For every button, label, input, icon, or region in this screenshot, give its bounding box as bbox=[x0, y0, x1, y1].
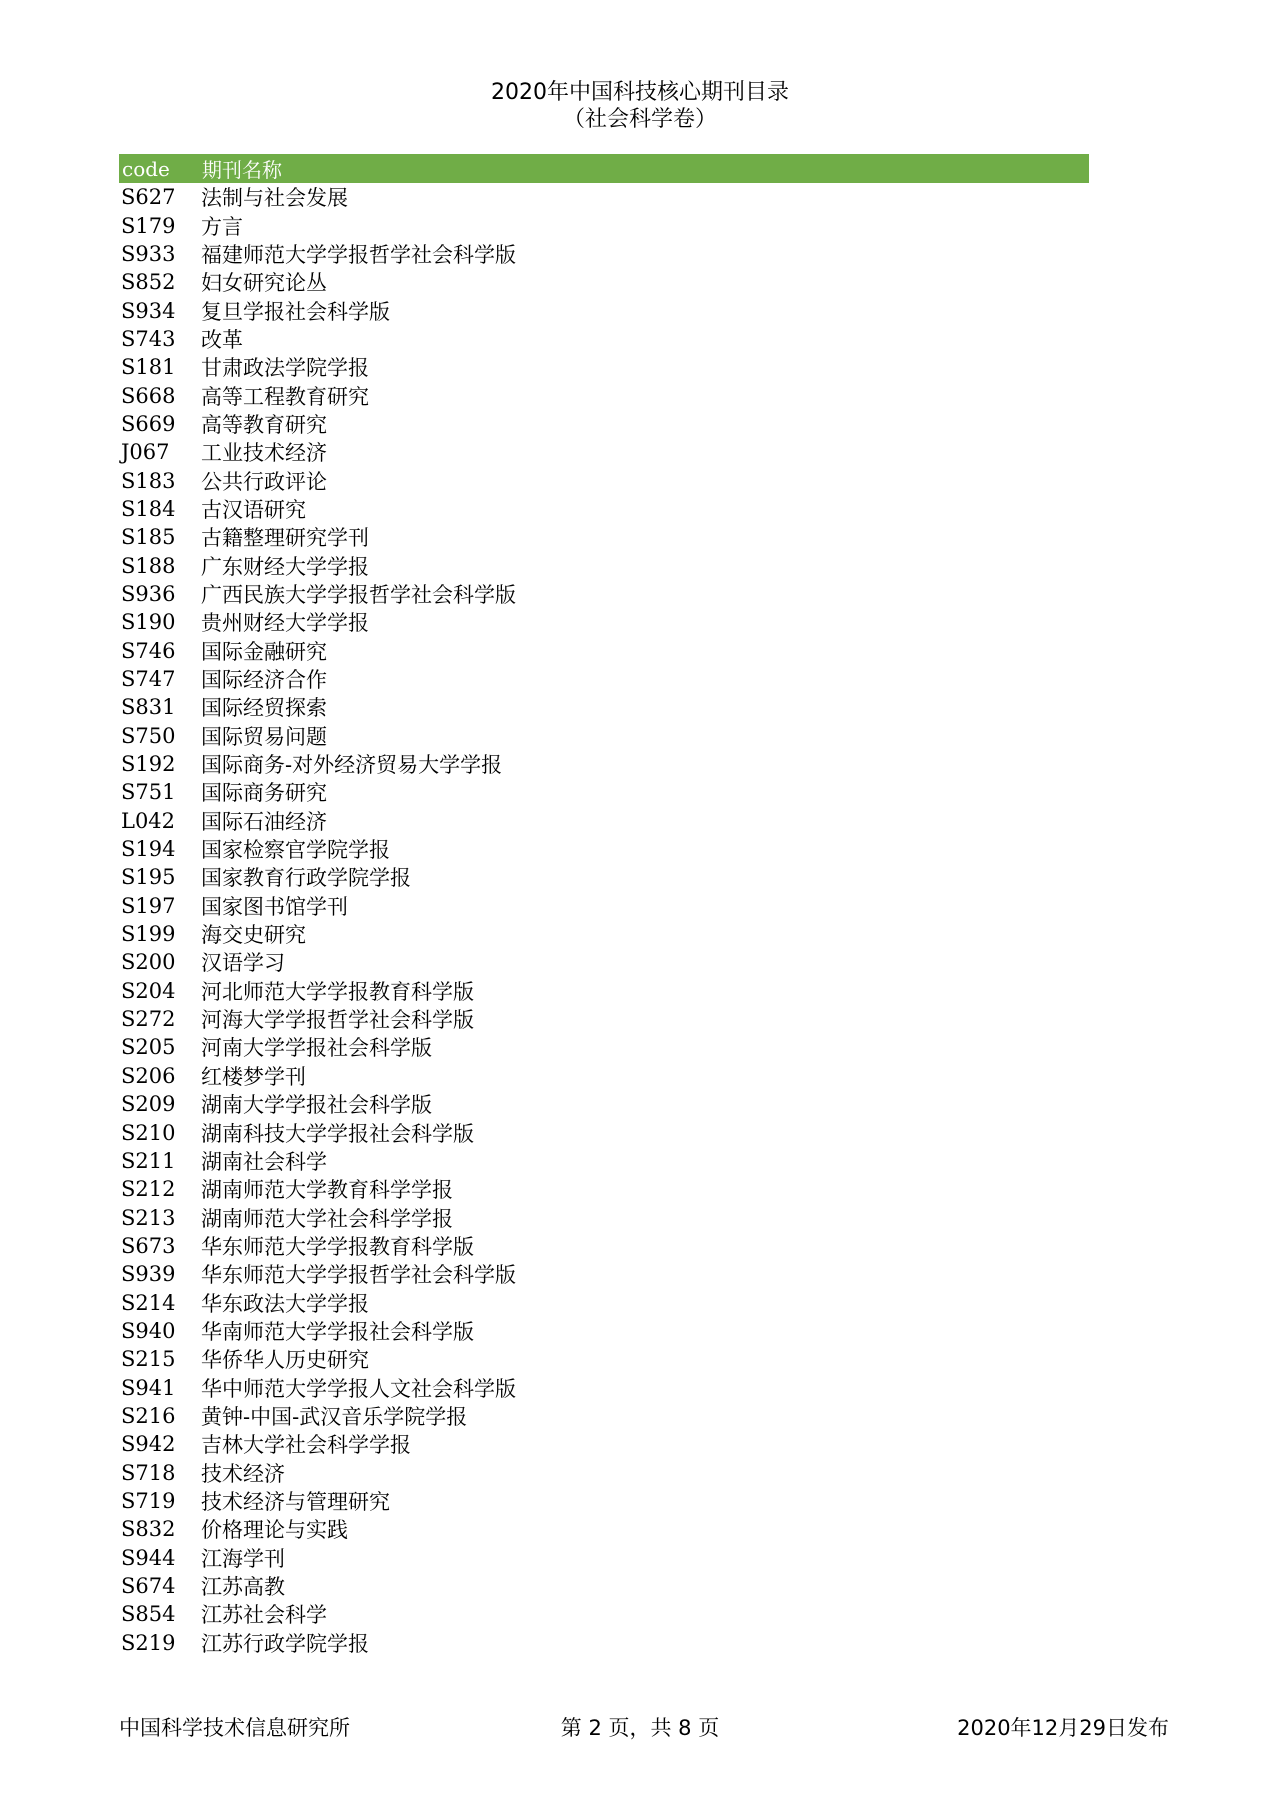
journal-code: S195 bbox=[121, 865, 176, 890]
journal-name: 价格理论与实践 bbox=[201, 1518, 348, 1543]
journal-name: 汉语学习 bbox=[201, 951, 285, 976]
journal-code: S200 bbox=[121, 950, 176, 975]
table-row bbox=[119, 438, 1089, 466]
journal-code: S831 bbox=[121, 695, 176, 720]
table-row bbox=[119, 1487, 1089, 1515]
journal-name: 江海学刊 bbox=[201, 1546, 285, 1571]
table-row bbox=[119, 1005, 1089, 1033]
table-row bbox=[119, 1600, 1089, 1628]
journal-name: 华侨华人历史研究 bbox=[201, 1348, 369, 1373]
journal-name: 河海大学学报哲学社会科学版 bbox=[201, 1008, 474, 1033]
journal-name: 江苏社会科学 bbox=[201, 1603, 327, 1628]
table-row bbox=[119, 1515, 1089, 1543]
journal-name: 黄钟-中国-武汉音乐学院学报 bbox=[201, 1404, 468, 1429]
journal-name: 公共行政评论 bbox=[201, 469, 327, 494]
table-row bbox=[119, 523, 1089, 551]
journal-name: 湖南师范大学教育科学学报 bbox=[201, 1178, 453, 1203]
table-row bbox=[119, 1203, 1089, 1231]
journal-code: S747 bbox=[121, 667, 176, 692]
journal-name: 国家教育行政学院学报 bbox=[201, 866, 411, 891]
journal-name: 华东师范大学学报教育科学版 bbox=[201, 1234, 474, 1259]
table-row bbox=[119, 381, 1089, 409]
table-row bbox=[119, 1062, 1089, 1090]
table-row bbox=[119, 722, 1089, 750]
journal-name: 贵州财经大学学报 bbox=[201, 611, 369, 636]
journal-code: S199 bbox=[121, 922, 176, 947]
page-title: 2020年中国科技核心期刊目录 bbox=[491, 80, 789, 105]
journal-code: S832 bbox=[121, 1517, 176, 1542]
table-row bbox=[119, 1260, 1089, 1288]
journal-code: J067 bbox=[121, 440, 170, 465]
journal-code: S216 bbox=[121, 1403, 176, 1428]
journal-name: 国家图书馆学刊 bbox=[201, 894, 348, 919]
journal-name: 国际贸易问题 bbox=[201, 724, 327, 749]
journal-code: S204 bbox=[121, 978, 176, 1003]
table-row bbox=[119, 637, 1089, 665]
journal-name: 工业技术经济 bbox=[201, 441, 327, 466]
page-subtitle: （社会科学卷） bbox=[562, 107, 717, 132]
table-row bbox=[119, 608, 1089, 636]
journal-code: S188 bbox=[121, 553, 176, 578]
journal-code: S942 bbox=[121, 1432, 176, 1457]
journal-name: 红楼梦学刊 bbox=[201, 1064, 306, 1089]
journal-code: S944 bbox=[121, 1545, 176, 1570]
journal-name: 吉林大学社会科学学报 bbox=[201, 1433, 411, 1458]
table-row bbox=[119, 1458, 1089, 1486]
journal-name: 江苏行政学院学报 bbox=[201, 1631, 369, 1656]
journal-code: S213 bbox=[121, 1205, 176, 1230]
journal-name: 河南大学学报社会科学版 bbox=[201, 1036, 432, 1061]
journal-code: S936 bbox=[121, 581, 176, 606]
table-row bbox=[119, 863, 1089, 891]
journal-name: 高等教育研究 bbox=[201, 412, 327, 437]
column-header-name: 期刊名称 bbox=[202, 158, 282, 182]
journal-name: 华东师范大学学报哲学社会科学版 bbox=[201, 1263, 516, 1288]
journal-name: 技术经济 bbox=[201, 1461, 285, 1486]
journal-code: S669 bbox=[121, 411, 176, 436]
journal-name: 国际商务研究 bbox=[201, 781, 327, 806]
journal-name: 广西民族大学学报哲学社会科学版 bbox=[201, 582, 516, 607]
journal-code: S852 bbox=[121, 270, 176, 295]
journal-name: 方言 bbox=[201, 214, 243, 239]
table-row bbox=[119, 920, 1089, 948]
journal-code: S933 bbox=[121, 241, 176, 266]
journal-code: S743 bbox=[121, 326, 176, 351]
journal-name: 法制与社会发展 bbox=[201, 186, 348, 211]
table-row bbox=[119, 240, 1089, 268]
journal-table bbox=[119, 154, 1089, 1657]
journal-code: S211 bbox=[121, 1148, 176, 1173]
table-header-row bbox=[119, 154, 1089, 183]
table-row bbox=[119, 1629, 1089, 1657]
journal-name: 妇女研究论丛 bbox=[201, 271, 327, 296]
table-row bbox=[119, 1572, 1089, 1600]
journal-code: S674 bbox=[121, 1574, 176, 1599]
journal-name: 湖南社会科学 bbox=[201, 1149, 327, 1174]
journal-code: S941 bbox=[121, 1375, 176, 1400]
footer-organization: 中国科学技术信息研究所 bbox=[119, 1716, 350, 1740]
table-row bbox=[119, 1430, 1089, 1458]
journal-code: S746 bbox=[121, 638, 176, 663]
journal-code: S718 bbox=[121, 1460, 176, 1485]
journal-code: S750 bbox=[121, 723, 176, 748]
journal-name: 国际商务-对外经济贸易大学学报 bbox=[201, 753, 503, 778]
journal-name: 福建师范大学学报哲学社会科学版 bbox=[201, 242, 516, 267]
journal-name: 华南师范大学学报社会科学版 bbox=[201, 1319, 474, 1344]
journal-code: S205 bbox=[121, 1035, 176, 1060]
footer-publish-date: 2020年12月29日发布 bbox=[957, 1716, 1169, 1740]
journal-code: S185 bbox=[121, 525, 176, 550]
journal-code: S719 bbox=[121, 1488, 176, 1513]
journal-name: 国际经贸探索 bbox=[201, 696, 327, 721]
journal-code: S194 bbox=[121, 837, 176, 862]
journal-code: S197 bbox=[121, 893, 176, 918]
journal-code: S940 bbox=[121, 1318, 176, 1343]
table-row bbox=[119, 268, 1089, 296]
table-row bbox=[119, 1147, 1089, 1175]
journal-name: 江苏高教 bbox=[201, 1575, 285, 1600]
table-row bbox=[119, 835, 1089, 863]
journal-code: S751 bbox=[121, 780, 176, 805]
journal-code: S206 bbox=[121, 1063, 176, 1088]
table-row bbox=[119, 1118, 1089, 1146]
journal-code: S179 bbox=[121, 213, 176, 238]
column-header-code: code bbox=[122, 156, 170, 181]
table-row bbox=[119, 1232, 1089, 1260]
journal-code: S668 bbox=[121, 383, 176, 408]
table-row bbox=[119, 1402, 1089, 1430]
journal-name: 海交史研究 bbox=[201, 923, 306, 948]
journal-code: S192 bbox=[121, 752, 176, 777]
journal-name: 国际石油经济 bbox=[201, 809, 327, 834]
table-row bbox=[119, 353, 1089, 381]
journal-name: 湖南师范大学社会科学学报 bbox=[201, 1206, 453, 1231]
table-row bbox=[119, 977, 1089, 1005]
table-row bbox=[119, 551, 1089, 579]
table-row bbox=[119, 495, 1089, 523]
table-row bbox=[119, 580, 1089, 608]
journal-name: 国际金融研究 bbox=[201, 639, 327, 664]
table-row bbox=[119, 211, 1089, 239]
journal-name: 国家检察官学院学报 bbox=[201, 838, 390, 863]
journal-code: S939 bbox=[121, 1262, 176, 1287]
table-row bbox=[119, 1345, 1089, 1373]
journal-name: 古籍整理研究学刊 bbox=[201, 526, 369, 551]
journal-code: S215 bbox=[121, 1347, 176, 1372]
journal-name: 古汉语研究 bbox=[201, 497, 306, 522]
table-body bbox=[119, 183, 1089, 1657]
journal-name: 华中师范大学学报人文社会科学版 bbox=[201, 1376, 516, 1401]
journal-name: 技术经济与管理研究 bbox=[201, 1489, 390, 1514]
journal-code: S184 bbox=[121, 496, 176, 521]
journal-name: 改革 bbox=[201, 327, 243, 352]
journal-name: 湖南科技大学学报社会科学版 bbox=[201, 1121, 474, 1146]
table-row bbox=[119, 693, 1089, 721]
journal-code: L042 bbox=[121, 808, 176, 833]
table-row bbox=[119, 807, 1089, 835]
journal-name: 湖南大学学报社会科学版 bbox=[201, 1093, 432, 1118]
table-row bbox=[119, 750, 1089, 778]
journal-code: S212 bbox=[121, 1177, 176, 1202]
journal-code: S934 bbox=[121, 298, 176, 323]
table-row bbox=[119, 1175, 1089, 1203]
journal-name: 复旦学报社会科学版 bbox=[201, 299, 390, 324]
table-row bbox=[119, 1288, 1089, 1316]
table-row bbox=[119, 1373, 1089, 1401]
table-row bbox=[119, 948, 1089, 976]
table-row bbox=[119, 892, 1089, 920]
journal-name: 甘肃政法学院学报 bbox=[201, 356, 369, 381]
journal-name: 河北师范大学学报教育科学版 bbox=[201, 979, 474, 1004]
table-row bbox=[119, 1544, 1089, 1572]
journal-code: S209 bbox=[121, 1092, 176, 1117]
table-row bbox=[119, 466, 1089, 494]
journal-code: S190 bbox=[121, 610, 176, 635]
journal-code: S214 bbox=[121, 1290, 176, 1315]
journal-code: S219 bbox=[121, 1630, 176, 1655]
journal-name: 华东政法大学学报 bbox=[201, 1291, 369, 1316]
table-row bbox=[119, 1317, 1089, 1345]
journal-code: S181 bbox=[121, 355, 176, 380]
table-row bbox=[119, 778, 1089, 806]
table-row bbox=[119, 325, 1089, 353]
table-row bbox=[119, 1090, 1089, 1118]
footer-page-number: 第 2 页，共 8 页 bbox=[560, 1716, 720, 1740]
journal-name: 国际经济合作 bbox=[201, 668, 327, 693]
journal-code: S673 bbox=[121, 1233, 176, 1258]
table-row bbox=[119, 410, 1089, 438]
journal-code: S627 bbox=[121, 185, 176, 210]
table-row bbox=[119, 296, 1089, 324]
journal-name: 广东财经大学学报 bbox=[201, 554, 369, 579]
journal-name: 高等工程教育研究 bbox=[201, 384, 369, 409]
table-row bbox=[119, 1033, 1089, 1061]
journal-code: S272 bbox=[121, 1007, 176, 1032]
journal-code: S183 bbox=[121, 468, 176, 493]
journal-code: S210 bbox=[121, 1120, 176, 1145]
journal-code: S854 bbox=[121, 1602, 176, 1627]
table-row bbox=[119, 665, 1089, 693]
table-row bbox=[119, 183, 1089, 211]
